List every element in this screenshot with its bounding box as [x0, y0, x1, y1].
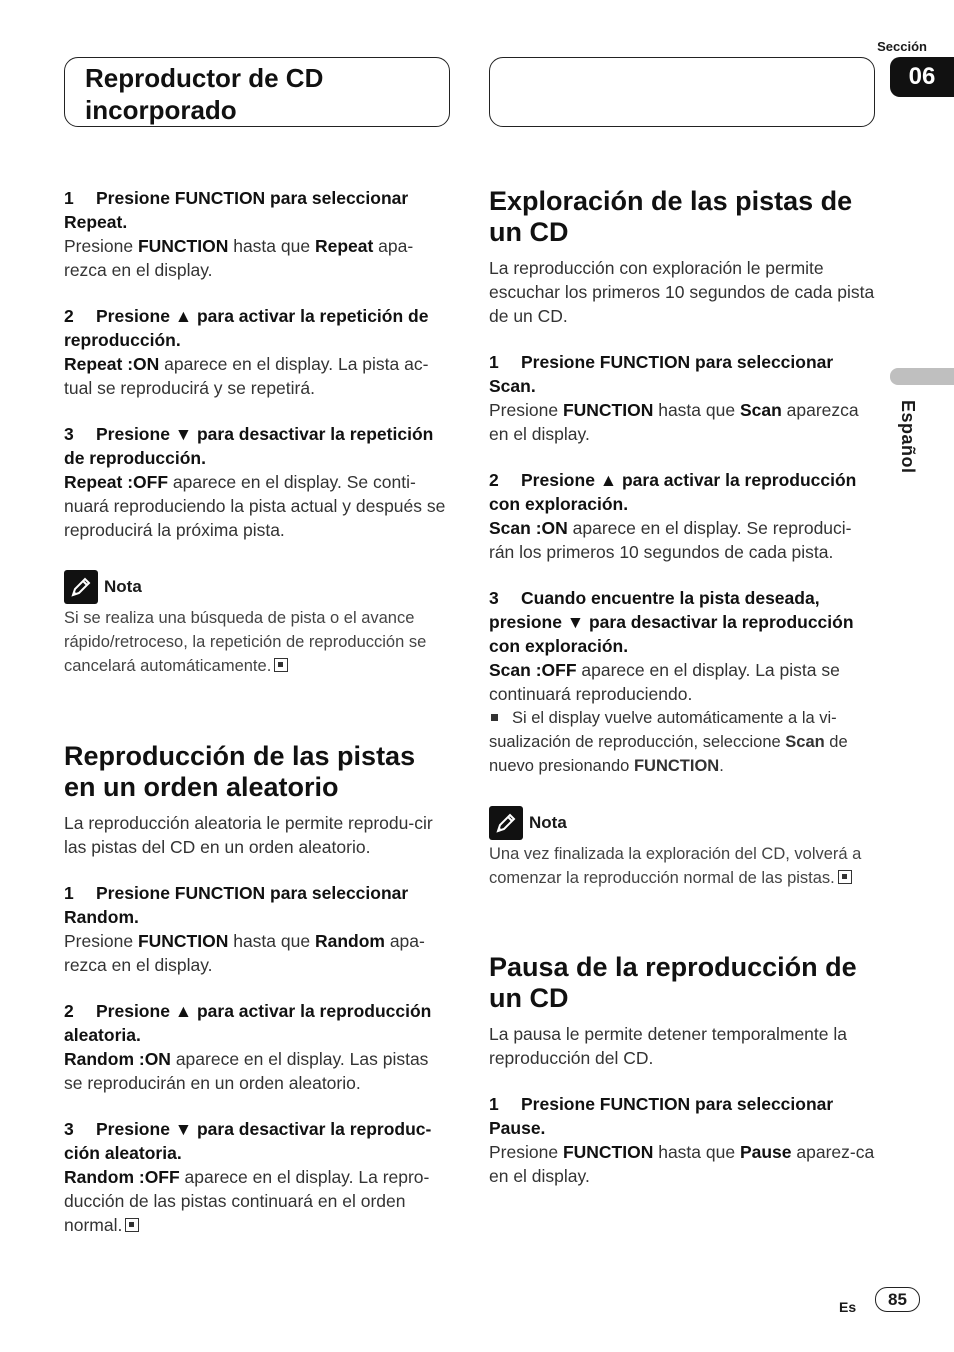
pause-section-title: Pausa de la reproducción de un CD [489, 952, 857, 1013]
step-number: 2 [64, 1001, 74, 1021]
step-number: 2 [489, 470, 499, 490]
text-run: FUNCTION [562, 400, 654, 420]
section-number-badge: 06 [890, 57, 954, 97]
right-column [489, 186, 875, 1188]
text-run: Repeat :ON [64, 354, 160, 374]
random-steps [64, 881, 450, 1237]
text-run: FUNCTION [137, 931, 229, 951]
text-run: apa-rezca en el display. [64, 236, 414, 280]
page-number: 85 [875, 1287, 920, 1312]
text-run: Scan :ON [489, 518, 568, 538]
text-run: Scan [739, 400, 782, 420]
step-heading-text: Presione ▲ para activar la reproducción con exploración. [489, 470, 857, 514]
step-number: 3 [64, 1119, 74, 1139]
step-number: 1 [489, 352, 499, 372]
step-body [64, 352, 450, 400]
step-number: 3 [64, 424, 74, 444]
step-heading [64, 999, 450, 1047]
step-heading [64, 422, 450, 470]
text-run: aparece en el display. La pista ac-tual se reproducirá y se repetirá. [64, 354, 429, 398]
text-run: Presione [489, 400, 563, 420]
end-mark-icon [838, 870, 852, 884]
step-heading [64, 881, 450, 929]
step-heading-text: Presione FUNCTION para seleccionar Random. [64, 883, 409, 927]
end-mark-icon [125, 1218, 139, 1232]
step-body [64, 470, 450, 542]
text-run: Presione [64, 236, 138, 256]
text-run: aparezca en el display. [489, 400, 859, 444]
left-column [64, 186, 450, 1237]
step-heading-text: Cuando encuentre la pista deseada, presione ▼ para desactivar la reproducción con exploración. [489, 588, 854, 656]
text-run: Random :ON [64, 1049, 171, 1069]
step-heading-text: Presione ▲ para activar la repetición de reproducción. [64, 306, 429, 350]
step-heading [64, 1117, 450, 1165]
text-run: aparez-ca en el display. [489, 1142, 875, 1186]
step-heading-text: Presione ▼ para desactivar la repetición de reproducción. [64, 424, 434, 468]
text-run: Presione [489, 1142, 563, 1162]
language-label: Español [898, 400, 918, 474]
pencil-note-icon [489, 806, 523, 840]
text-run: aparece en el display. Se conti-nuará reproduciendo la pista actual y después se reproducirá la próxima pista. [64, 472, 446, 540]
text-run: FUNCTION [633, 757, 720, 775]
text-run: Random [314, 931, 385, 951]
footer-language-code: Es [839, 1299, 857, 1315]
step-body [489, 658, 875, 706]
text-run: Scan :OFF [489, 660, 577, 680]
note-header [64, 570, 450, 604]
random-intro: La reproducción aleatoria le permite reprodu-cir las pistas del CD en un orden aleatorio. [64, 813, 433, 857]
step-heading-text: Presione FUNCTION para seleccionar Pause. [489, 1094, 834, 1138]
step-heading-text: Presione FUNCTION para seleccionar Repeat. [64, 188, 409, 232]
note-text: Si se realiza una búsqueda de pista o el avance rápido/retroceso, la repetición de reproducción se cancelará automáticamente. [64, 609, 427, 675]
text-run: Random :OFF [64, 1167, 180, 1187]
pause-steps [489, 1092, 875, 1188]
header-title-box [64, 57, 450, 127]
note-text: Una vez finalizada la exploración del CD, volverá a comenzar la reproducción normal de las pistas. [489, 845, 862, 887]
text-run: aparece en el display. La pista se continuará reproduciendo. [489, 660, 840, 704]
step-heading-text: Presione ▲ para activar la reproducción aleatoria. [64, 1001, 432, 1045]
note-title: Nota [529, 813, 567, 832]
text-run: Repeat :OFF [64, 472, 169, 492]
text-run: Si el display vuelve automáticamente a la vi-sualización de reproducción, seleccione [489, 709, 837, 751]
step-heading-text: Presione ▼ para desactivar la reproduc-ción aleatoria. [64, 1119, 432, 1163]
section-label: Sección [877, 39, 927, 54]
step-number: 2 [64, 306, 74, 326]
step-body [64, 929, 450, 977]
scan-bullet-note [489, 706, 875, 778]
text-run: . [719, 757, 724, 775]
header-empty-box [489, 57, 875, 127]
scan-section-title: Exploración de las pistas de un CD [489, 186, 853, 247]
text-run: de nuevo presionando [489, 733, 848, 775]
pencil-note-icon [64, 570, 98, 604]
text-run: Pause [739, 1142, 792, 1162]
language-tab-bar [890, 368, 954, 385]
step-body [64, 234, 450, 282]
text-run: FUNCTION [137, 236, 229, 256]
step-number: 1 [489, 1094, 499, 1114]
scan-intro: La reproducción con exploración le permite escuchar los primeros 10 segundos de cada pista de un CD. [489, 258, 875, 326]
note-title: Nota [104, 577, 142, 596]
step-body [489, 516, 875, 564]
text-run: Scan [785, 733, 825, 751]
step-heading-text: Presione FUNCTION para seleccionar Scan. [489, 352, 834, 396]
step-heading [489, 1092, 875, 1140]
note-header [489, 806, 875, 840]
text-run: hasta que [653, 400, 740, 420]
text-run: Presione [64, 931, 138, 951]
end-mark-icon [274, 658, 288, 672]
step-body [64, 1165, 450, 1237]
scan-steps [489, 350, 875, 706]
step-heading [489, 468, 875, 516]
text-run: apa-rezca en el display. [64, 931, 425, 975]
text-run: FUNCTION [562, 1142, 654, 1162]
step-number: 1 [64, 188, 74, 208]
text-run: aparece en el display. Las pistas se reproducirán en un orden aleatorio. [64, 1049, 429, 1093]
step-heading [489, 350, 875, 398]
step-heading [489, 586, 875, 658]
text-run: aparece en el display. Se reproduci-rán los primeros 10 segundos de cada pista. [489, 518, 852, 562]
text-run: hasta que [228, 236, 315, 256]
step-number: 1 [64, 883, 74, 903]
step-body [489, 398, 875, 446]
text-run: aparece en el display. La repro-ducción de las pistas continuará en el orden normal. [64, 1167, 430, 1235]
repeat-steps [64, 186, 450, 542]
text-run: hasta que [228, 931, 315, 951]
step-body [64, 1047, 450, 1095]
text-run: hasta que [653, 1142, 740, 1162]
step-heading [64, 186, 450, 234]
step-heading [64, 304, 450, 352]
text-run: Repeat [314, 236, 374, 256]
step-body [489, 1140, 875, 1188]
page-title: Reproductor de CD incorporado [85, 63, 324, 125]
step-number: 3 [489, 588, 499, 608]
bullet-square-icon [491, 714, 498, 721]
pause-intro: La pausa le permite detener temporalmente la reproducción del CD. [489, 1024, 847, 1068]
random-section-title: Reproducción de las pistas en un orden aleatorio [64, 741, 416, 802]
